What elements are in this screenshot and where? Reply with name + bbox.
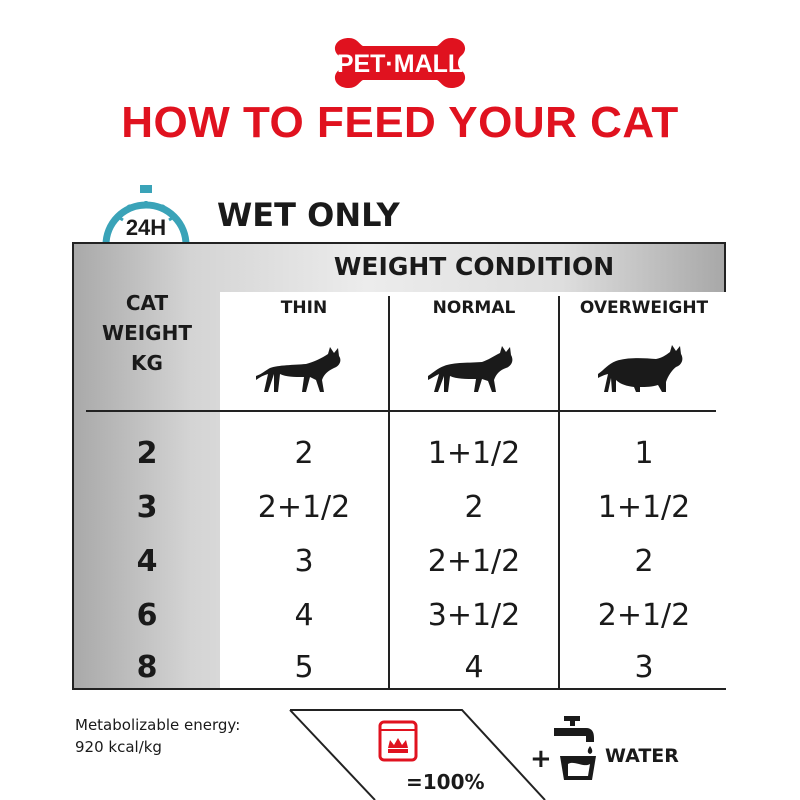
water-tap-icon — [546, 714, 600, 784]
thin-cell: 2+1/2 — [257, 490, 351, 525]
thin-cell: 2 — [294, 436, 314, 471]
weight-cell: 4 — [136, 544, 158, 579]
section-title: WET ONLY — [217, 196, 400, 234]
header-divider — [86, 410, 716, 412]
overweight-cell: 1+1/2 — [597, 490, 691, 525]
overweight-cell: 2+1/2 — [597, 598, 691, 633]
overweight-cell: 3 — [634, 650, 654, 685]
clock-24h-icon — [98, 183, 194, 249]
thin-cell: 5 — [294, 650, 314, 685]
normal-cat-icon — [426, 344, 516, 396]
footer — [0, 690, 800, 800]
normal-cell: 1+1/2 — [427, 436, 521, 471]
normal-cell: 4 — [464, 650, 484, 685]
weight-condition-header: WEIGHT CONDITION — [333, 252, 615, 281]
page-title: HOW TO FEED YOUR CAT — [121, 98, 679, 147]
column-normal: NORMAL — [432, 298, 516, 318]
clock-badge-text: 24H — [125, 215, 167, 240]
water-label: WATER — [605, 745, 679, 767]
weight-cell: 3 — [136, 490, 158, 525]
normal-cell: 2 — [464, 490, 484, 525]
pouch-percentage: =100% — [406, 770, 485, 794]
weight-cell: 2 — [136, 436, 158, 471]
normal-cell: 2+1/2 — [427, 544, 521, 579]
pet-mall-logo — [325, 32, 475, 94]
cat-weight-header: CAT WEIGHT KG — [102, 291, 192, 375]
weight-cell: 8 — [136, 650, 158, 685]
overweight-cell: 2 — [634, 544, 654, 579]
feeding-table — [72, 242, 726, 690]
column-overweight: OVERWEIGHT — [579, 298, 709, 318]
column-thin: THIN — [280, 298, 328, 318]
overweight-cat-icon — [596, 344, 686, 396]
normal-cell: 3+1/2 — [427, 598, 521, 633]
thin-cell: 4 — [294, 598, 314, 633]
plus-sign: + — [530, 744, 552, 774]
pouch-icon — [374, 718, 422, 764]
thin-cat-icon — [254, 344, 344, 396]
weight-cell: 6 — [136, 598, 158, 633]
thin-cell: 3 — [294, 544, 314, 579]
overweight-cell: 1 — [634, 436, 654, 471]
logo-text: PET·MALL — [336, 50, 464, 78]
energy-info: Metabolizable energy: 920 kcal/kg — [75, 716, 241, 756]
